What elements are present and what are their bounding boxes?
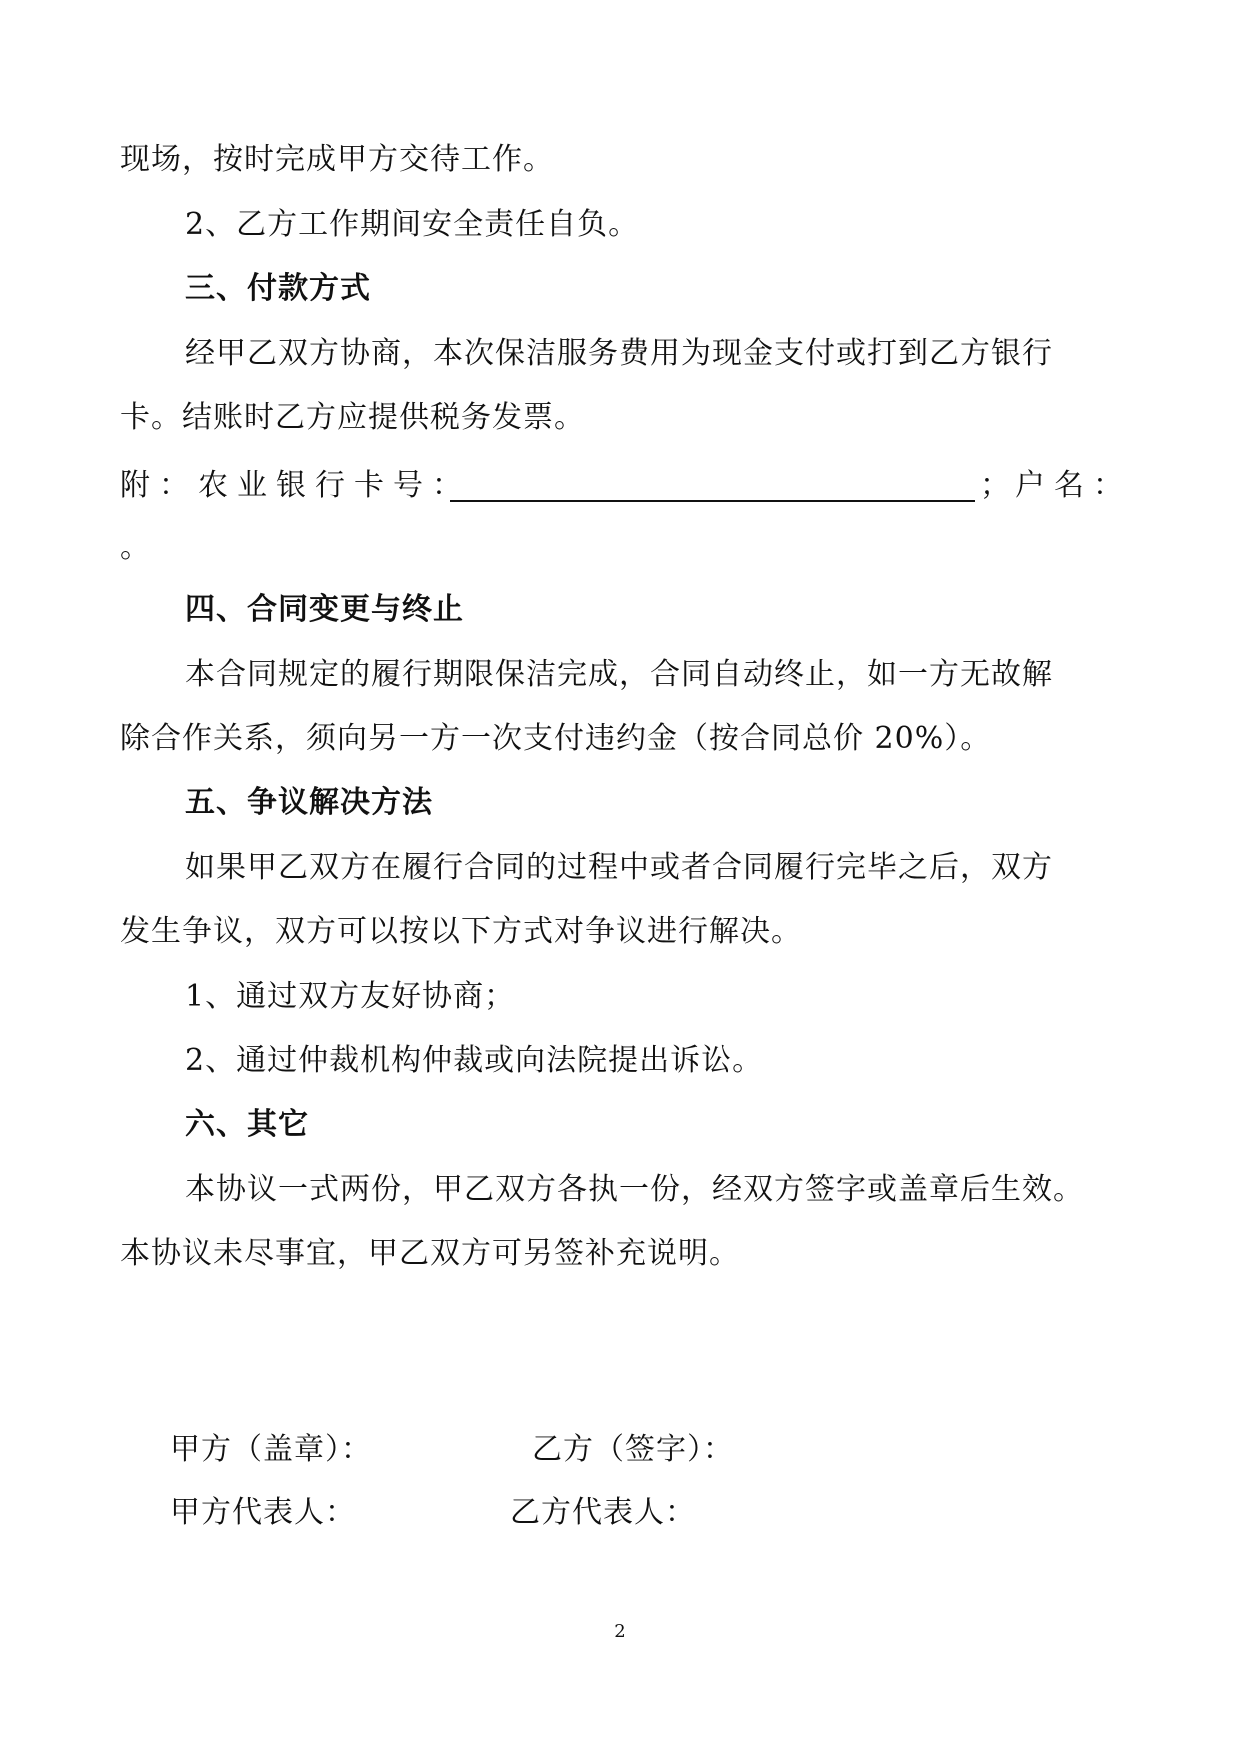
safety-clause-line: 2、乙方工作期间安全责任自负。: [185, 207, 640, 242]
dispute-method-1: 1、通过双方友好协商；: [185, 979, 516, 1014]
bank-card-label: 附：农业银行卡号：: [120, 468, 471, 503]
bank-account-row: [120, 466, 1132, 506]
bank-card-number-field[interactable]: [450, 466, 975, 502]
page-number: 2: [614, 1621, 626, 1642]
account-name-label: 户名：: [1015, 468, 1132, 503]
party-a-representative-label: 甲方代表人：: [170, 1495, 356, 1530]
other-paragraph-line-1: 本协议一式两份，甲乙双方各执一份，经双方签字或盖章后生效。: [185, 1172, 1084, 1207]
dispute-method-2: 2、通过仲裁机构仲裁或向法院提出诉讼。: [185, 1043, 764, 1078]
bank-row-semicolon: ；: [980, 468, 1010, 503]
party-b-representative-label: 乙方代表人：: [510, 1495, 696, 1530]
termination-paragraph-line-1: 本合同规定的履行期限保洁完成，合同自动终止，如一方无故解: [185, 657, 1053, 692]
account-name-trailing-mark: 。: [120, 530, 151, 565]
dispute-paragraph-line-2: 发生争议，双方可以按以下方式对争议进行解决。: [120, 914, 802, 949]
termination-paragraph-line-2: 除合作关系，须向另一方一次支付违约金（按合同总价 20%）。: [120, 721, 992, 756]
payment-paragraph-line-2: 卡。结账时乙方应提供税务发票。: [120, 400, 585, 435]
section-heading-other: 六、其它: [185, 1107, 309, 1142]
party-b-signature-label: 乙方（签字）：: [532, 1432, 734, 1467]
dispute-paragraph-line-1: 如果甲乙双方在履行合同的过程中或者合同履行完毕之后，双方: [185, 850, 1053, 885]
party-a-seal-label: 甲方（盖章）：: [170, 1432, 372, 1467]
section-heading-dispute-resolution: 五、争议解决方法: [185, 785, 433, 820]
payment-paragraph-line-1: 经甲乙双方协商，本次保洁服务费用为现金支付或打到乙方银行: [185, 336, 1053, 371]
section-heading-payment: 三、付款方式: [185, 271, 371, 306]
continued-text-line: 现场，按时完成甲方交待工作。: [120, 142, 554, 177]
section-heading-change-termination: 四、合同变更与终止: [185, 592, 464, 627]
other-paragraph-line-2: 本协议未尽事宜，甲乙双方可另签补充说明。: [120, 1236, 740, 1271]
